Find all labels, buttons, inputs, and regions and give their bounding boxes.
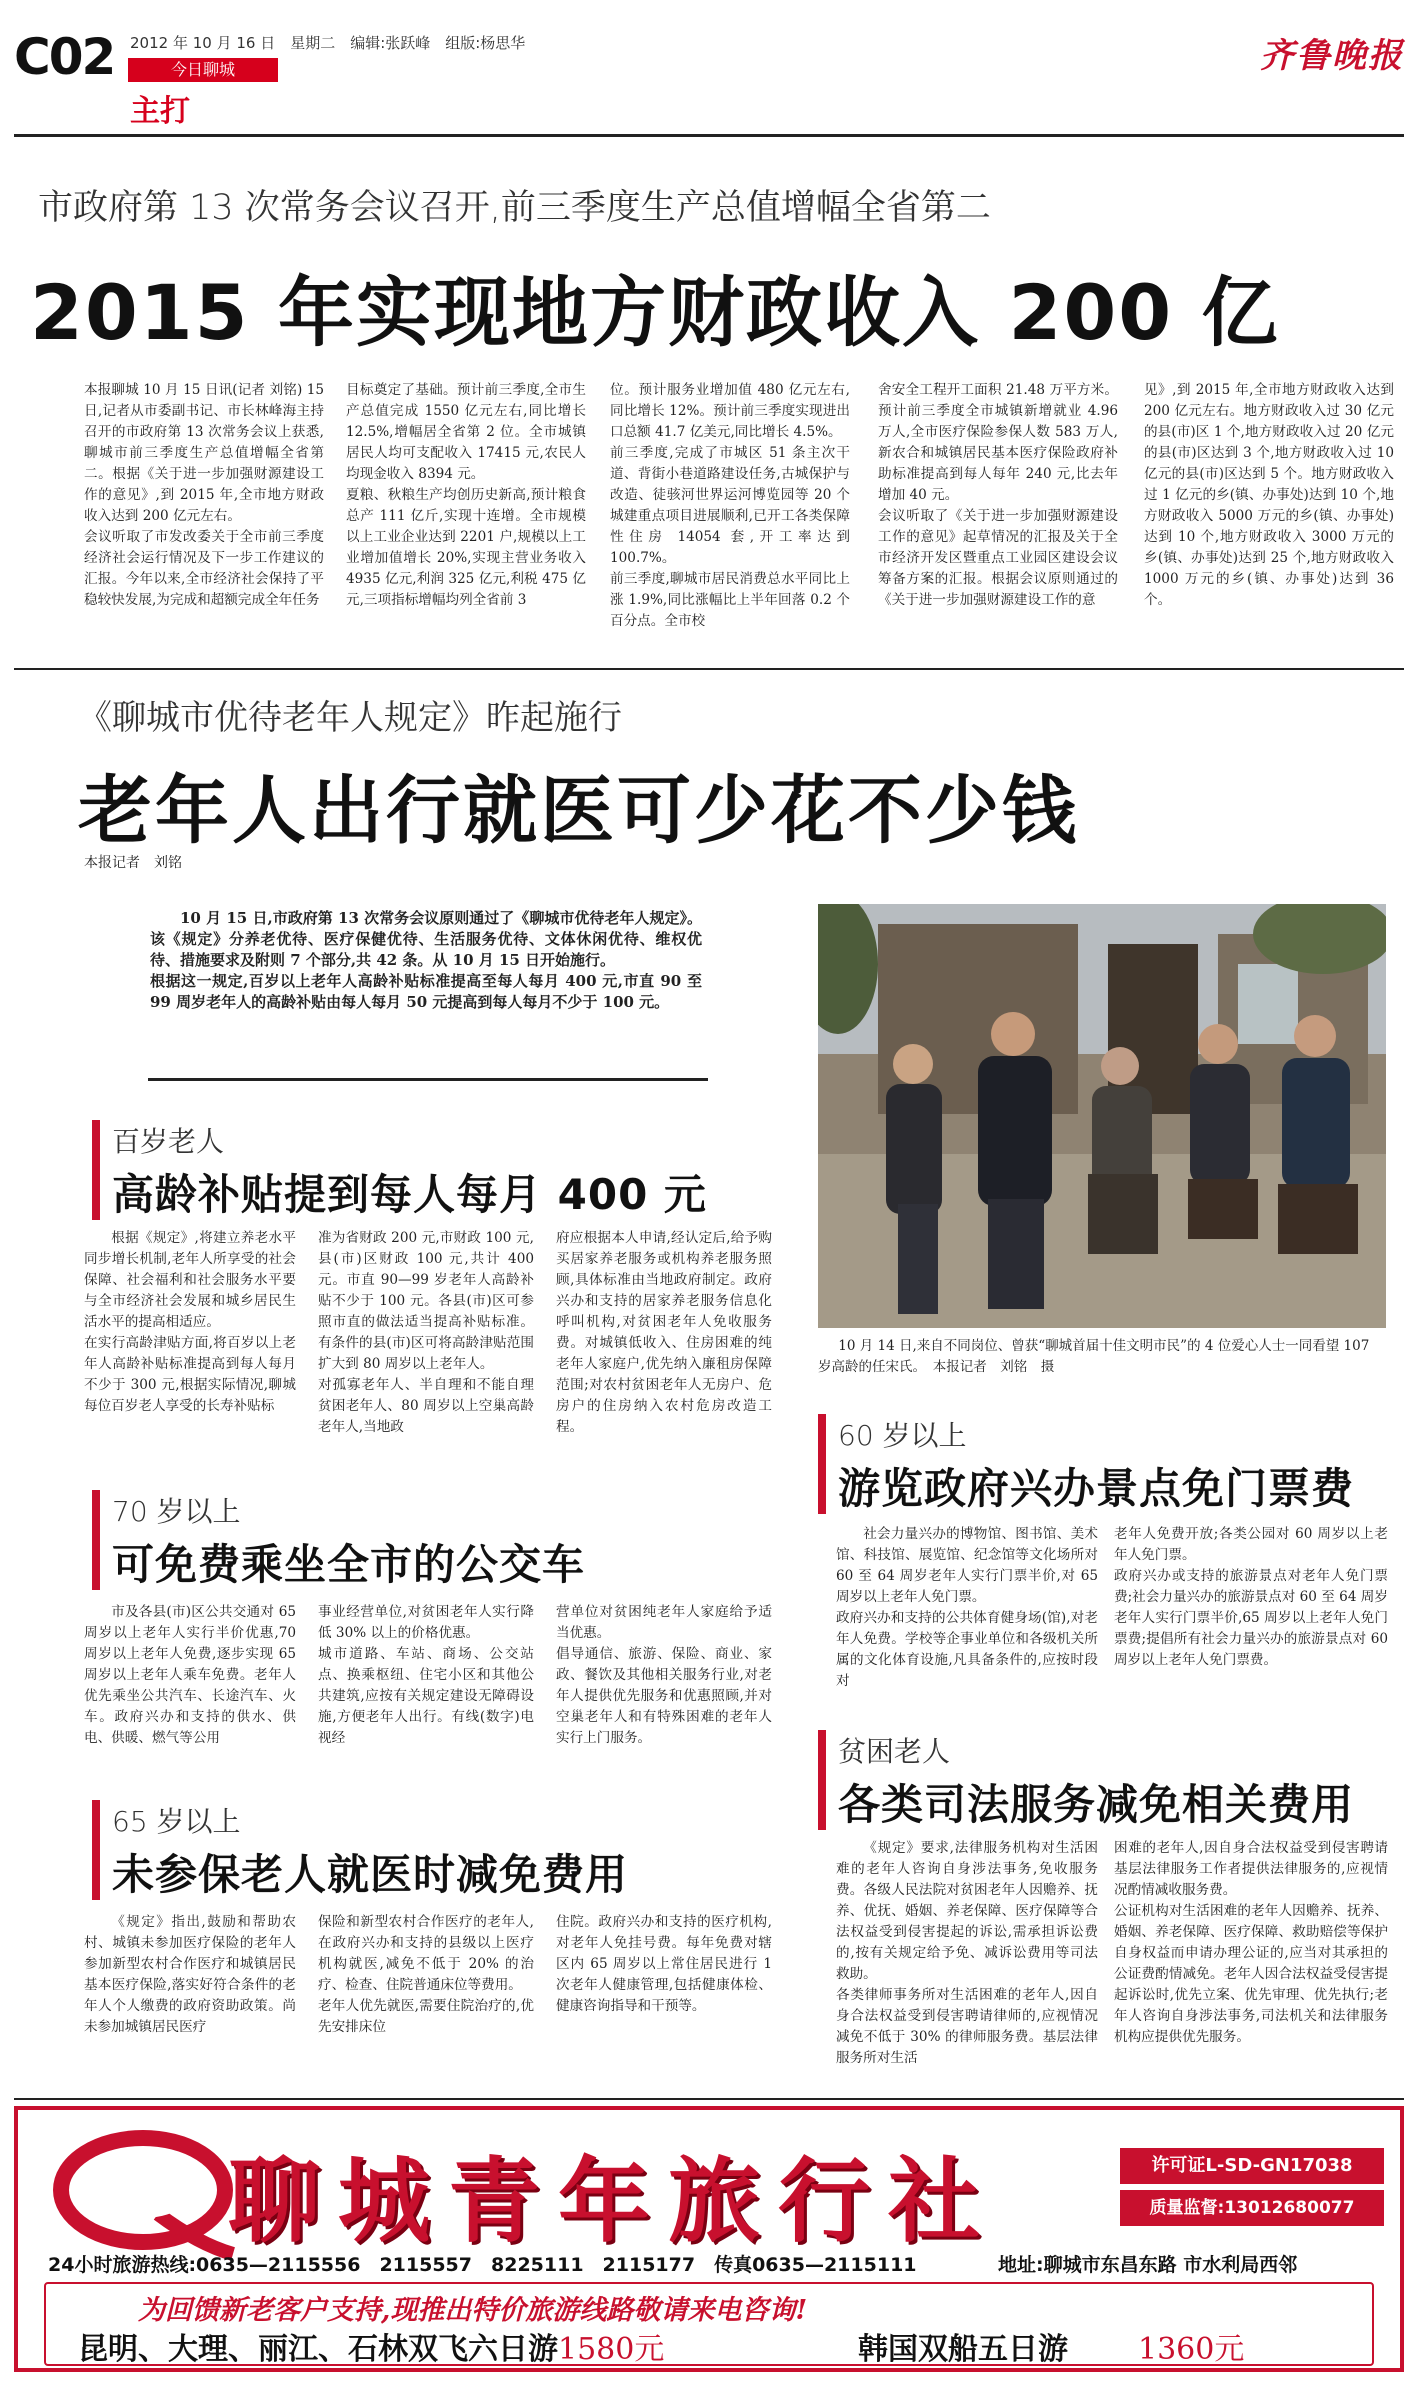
section-tag: 今日聊城: [128, 58, 278, 82]
ad-supervision: 质量监督:13012680077: [1120, 2190, 1384, 2226]
sec4-col-2: 老年人免费开放;各类公园对 60 周岁以上老年人免门票。 政府兴办或支持的旅游景点对老年人免门票费;社会力量兴办的旅游景点对 60 至 64 周岁老年人实行门票半价,65 周岁以上老年人免门票费;提倡所有社会力量兴办的旅游景点对 60 周岁以上老年人免门票费。: [1114, 1526, 1388, 1668]
lead-col-3: 位。预计服务业增加值 480 亿元左右,同比增长 12%。预计前三季度实现进出口总额 41.7 亿美元,同比增长 4.5%。 前三季度,完成了市城区 51 条主次干道、背街小巷道路建设任务,古城保护与改造、徒骇河世界运河博览园等 20 个城建重点项目进展顺利,已开工各类保障性住房 14054 套,开工率达到 100.7%。 前三季度,聊城市居民消费总水平同比上涨 1.9%,同比涨幅比上半年回落 0.2 个百分点。全市校: [610, 382, 850, 629]
ad-address: 地址:聊城市东昌东路 市水利局西邻: [998, 2254, 1298, 2276]
sec5-title: 各类司法服务减免相关费用: [838, 1780, 1355, 1829]
sec2-title: 可免费乘坐全市的公交车: [112, 1540, 586, 1589]
photo-caption: 10 月 14 日,来自不同岗位、曾获“聊城首届十佳文明市民”的 4 位爱心人士一同看望 107 岁高龄的任宋氏。 本报记者 刘铭 摄: [818, 1338, 1370, 1375]
header-rule: [14, 134, 1404, 137]
sec5-kicker: 贫困老人: [838, 1735, 951, 1768]
ad-route-2-name: 韩国双船五日游: [858, 2332, 1068, 2367]
sec5-col-2: 困难的老年人,因自身合法权益受到侵害聘请基层法律服务工作者提供法律服务的,应视情况酌情减收服务费。 公证机构对生活困难的老年人因赡养、抚养、婚姻、养老保障、医疗保障、救助赔偿等保护自身权益而申请办理公证的,应当对其承担的公证费酌情减免。老年人因合法权益受侵害提起诉讼时,优先立案、优先审理、优先执行;老年人咨询自身涉法事务,司法机关和法律服务机构应提供优先服务。: [1114, 1840, 1388, 2045]
sec3-col-2: 保险和新型农村合作医疗的老年人,在政府兴办和支持的县级以上医疗机构就医,减免不低于 20% 的治疗、检查、住院普通床位等费用。 老年人优先就医,需要住院治疗的,优先安排床位: [318, 1914, 534, 2035]
section-sub: 主打: [130, 94, 190, 129]
date-line: 2012 年 10 月 16 日 星期二 编辑:张跃峰 组版:杨思华: [130, 34, 526, 52]
sec2-col-1: 市及各县(市)区公共交通对 65 周岁以上老年人实行半价优惠,70 周岁以上老年人免费,逐步实现 65 周岁以上老年人乘车免费。老年人优先乘坐公共汽车、长途汽车、火车。政府兴办和支持的供水、供电、供暖、燃气等公用: [84, 1604, 296, 1746]
ad-license: 许可证L-SD-GN17038: [1120, 2148, 1384, 2184]
ad-logo-letter: [48, 2124, 49, 2125]
feature-byline: 本报记者 刘铭: [84, 855, 182, 871]
ad-route-1-price: 1580元: [558, 2332, 665, 2367]
sec1-red-bar: [92, 1120, 100, 1220]
feature-kicker: 《聊城市优待老年人规定》昨起施行: [78, 698, 622, 738]
sec5-col-1: 《规定》要求,法律服务机构对生活困难的老年人咨询自身涉法事务,免收服务费。各级人民法院对贫困老年人因赡养、抚养、优抚、婚姻、养老保障、医疗保障等合法权益受到侵害提起的诉讼,需承担诉讼费的,按有关规定给予免、减诉讼费用等司法救助。 各类律师事务所对生活困难的老年人,因自身合法权益受到侵害聘请律师的,应视情况减免不低于 30% 的律师服务费。基层法律服务所对生活: [836, 1840, 1098, 2066]
ad-route-2-price: 1360元: [1138, 2332, 1245, 2367]
lead-col-1: 本报聊城 10 月 15 日讯(记者 刘铭) 15 日,记者从市委副书记、市长林峰海主持召开的市政府第 13 次常务会议上获悉,聊城市前三季度生产总值增幅全省第二。根据《关于进一步加强财源建设工作的意见》,到 2015 年,全市地方财政收入达到 200 亿元左右。 会议听取了市发改委关于全市前三季度经济社会运行情况及下一步工作建议的汇报。今年以来,全市经济社会保持了平稳较快发展,为完成和超额完成全年任务: [84, 382, 324, 608]
ad-q-logo-icon: [48, 2124, 238, 2264]
feature-bottom-rule: [14, 2098, 1404, 2100]
ad-name: 聊城青年旅行社: [228, 2147, 999, 2255]
ad-hotline: 24小时旅游热线:0635—2115556 2115557 8225111 2115177 传真0635—2115111: [48, 2254, 917, 2276]
sec1-col-1: 根据《规定》,将建立养老水平同步增长机制,老年人所享受的社会保障、社会福利和社会服务水平要与全市经济社会发展和城乡居民生活水平的提高相适应。 在实行高龄津贴方面,将百岁以上老年人高龄补贴标准提高到每人每月不少于 300 元,根据实际情况,聊城每位百岁老人享受的长寿补贴标: [84, 1230, 296, 1414]
sec3-title: 未参保老人就医时减免费用: [112, 1850, 629, 1899]
sec3-red-bar: [92, 1800, 100, 1900]
travel-ad: [14, 2106, 1404, 2372]
sec1-col-3: 府应根据本人申请,经认定后,给予购买居家养老服务或机构养老服务照顾,具体标准由当地政府制定。政府兴办和支持的居家养老服务信息化呼叫机构,对贫困老年人免收服务费。对城镇低收入、住房困难的纯老年人家庭户,优先纳入廉租房保障范围;对农村贫困老年人无房户、危房户的住房纳入农村危房改造工程。: [556, 1230, 772, 1435]
sec4-col-1: 社会力量兴办的博物馆、图书馆、美术馆、科技馆、展览馆、纪念馆等文化场所对 60 至 64 周岁老年人实行门票半价,对 65 周岁以上老年人免门票。 政府兴办和支持的公共体育健身场(馆),对老年人免费。学校等企事业单位和各级机关所属的文化体育设施,凡具备条件的,应按时段对: [836, 1526, 1098, 1689]
sec5-red-bar: [818, 1730, 826, 1830]
photo-scene-image: [818, 904, 1386, 1328]
sec3-col-1: 《规定》指出,鼓励和帮助农村、城镇未参加医疗保险的老年人参加新型农村合作医疗和城镇居民基本医疗保险,落实好符合条件的老年人个人缴费的政府资助政策。尚未参加城镇居民医疗: [84, 1914, 296, 2035]
sec1-kicker: 百岁老人: [112, 1125, 225, 1158]
ad-route-2: [858, 2324, 1244, 2368]
sec4-red-bar: [818, 1414, 826, 1514]
sec4-kicker: 60 岁以上: [838, 1419, 967, 1452]
lead-col-2: 目标奠定了基础。预计前三季度,全市生产总值完成 1550 亿元左右,同比增长 12.5%,增幅居全省第 2 位。全市城镇居民人均可支配收入 17415 元,农民人均现金收入 8394 元。 夏粮、秋粮生产均创历史新高,预计粮食总产 111 亿斤,实现十连增。全市规模以上工业企业达到 2201 户,规模以上工业增加值增长 20%,实现主营业务收入 4935 亿元,利润 325 亿元,利税 475 亿元,三项指标增幅均列全省前 3: [346, 382, 586, 608]
lead-col-4: 舍安全工程开工面积 21.48 万平方米。预计前三季度全市城镇新增就业 4.96 万人,全市医疗保险参保人数 583 万人,新农合和城镇居民基本医疗保险政府补助标准提高到每人每年 240 元,比去年增加 40 元。 会议听取了《关于进一步加强财源建设工作的意见》起草情况的汇报及关于全市经济开发区暨重点工业园区建设会议筹备方案的汇报。根据会议原则通过的《关于进一步加强财源建设工作的意: [878, 382, 1118, 608]
sec1-col-2: 准为省财政 200 元,市财政 100 元,县(市)区财政 100 元,共计 400 元。市直 90—99 岁老年人高龄补贴不少于 100 元。各县(市)区可参照市直的做法适当提高补贴标准。有条件的县(市)区可将高龄津贴范围扩大到 80 周岁以上老年人。 对孤寡老年人、半自理和不能自理贫困老年人、80 周岁以上空巢高龄老年人,当地政: [318, 1230, 534, 1435]
feature-headline: 老年人出行就医可少花不少钱: [78, 768, 1079, 854]
sec2-col-2: 事业经营单位,对贫困老年人实行降低 30% 以上的价格优惠。 城市道路、车站、商场、公交站点、换乘枢纽、住宅小区和其他公共建筑,应按有关规定建设无障碍设施,方便老年人出行。有线(数字)电视经: [318, 1604, 534, 1746]
lead-bottom-rule: [14, 668, 1404, 670]
feature-intro: 10 月 15 日,市政府第 13 次常务会议原则通过了《聊城市优待老年人规定》。该《规定》分养老优待、医疗保健优待、生活服务优待、文体休闲优待、维权优待、措施要求及附则 7 个部分,共 42 条。从 10 月 15 日开始施行。 根据这一规定,百岁以上老年人高龄补贴标准提高至每人每月 400 元,市直 90 至 99 周岁老年人的高龄补贴由每人每月 50 元提高到每人每月不少于 100 元。: [150, 909, 702, 1011]
intro-underline: [148, 1078, 708, 1081]
sec4-title: 游览政府兴办景点免门票费: [838, 1464, 1355, 1513]
lead-col-5: 见》,到 2015 年,全市地方财政收入达到 200 亿元左右。地方财政收入过 30 亿元的县(市)区 1 个,地方财政收入过 20 亿元的县(市)区达到 3 个,地方财政收入过 10 亿元的县(市)区达到 5 个。地方财政收入过 1 亿元的乡(镇、办事处)达到 10 个,地方财政收入 5000 万元的乡(镇、办事处)达到 10 个,地方财政收入 3000 万元的乡(镇、办事处)达到 25 个,地方财政收入 1000 万元的乡(镇、办事处)达到 36 个。: [1144, 382, 1394, 608]
sec3-col-3: 住院。政府兴办和支持的医疗机构,对老年人免挂号费。每年免费对辖区内 65 周岁以上常住居民进行 1 次老年人健康管理,包括健康体检、健康咨询指导和干预等。: [556, 1914, 772, 2014]
ad-route-1-name: 昆明、大理、丽江、石林双飞六日游: [78, 2332, 558, 2367]
sec1-title: 高龄补贴提到每人每月 400 元: [112, 1170, 707, 1219]
ad-slogan: 为回馈新老客户支持,现推出特价旅游线路敬请来电咨询!: [138, 2295, 808, 2326]
sec2-kicker: 70 岁以上: [112, 1495, 241, 1528]
sec2-red-bar: [92, 1490, 100, 1590]
ad-route-1: [78, 2324, 664, 2368]
sec3-kicker: 65 岁以上: [112, 1805, 241, 1838]
lead-headline: 2015 年实现地方财政收入 200 亿: [30, 268, 1280, 357]
masthead-logo: 齐鲁晚报: [1260, 36, 1404, 76]
page-code: C02: [14, 28, 115, 86]
ad-logo: [48, 2124, 238, 2264]
news-photo: [818, 904, 1386, 1328]
sec2-col-3: 营单位对贫困纯老年人家庭给予适当优惠。 倡导通信、旅游、保险、商业、家政、餐饮及其他相关服务行业,对老年人提供优先服务和优惠照顾,并对空巢老年人和有特殊困难的老年人实行上门服务。: [556, 1604, 772, 1746]
lead-kicker: 市政府第 13 次常务会议召开,前三季度生产总值增幅全省第二: [38, 188, 991, 228]
